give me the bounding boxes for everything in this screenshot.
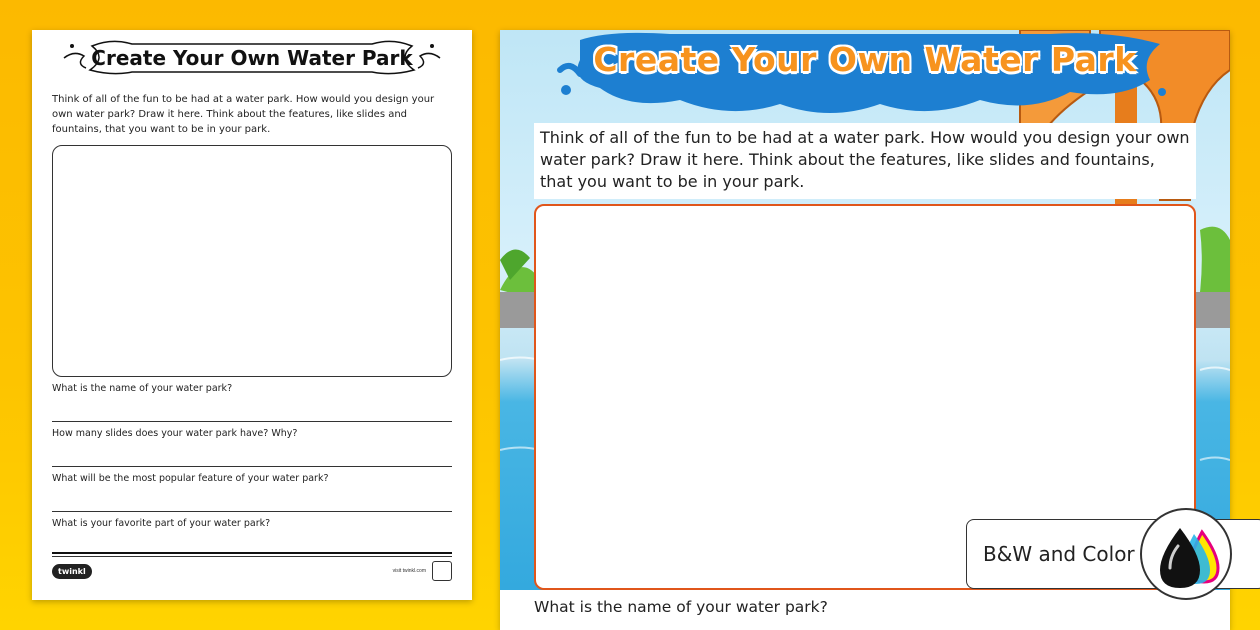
color-title: Create Your Own Water Park [593,40,1137,79]
bw-question: How many slides does your water park have? Why? [52,422,452,467]
quality-badge-icon [432,561,452,581]
bw-drawing-box [52,145,452,377]
color-intro-text: Think of all of the fun to be had at a water park. How would you design your own water park? Draw it here. Think about the features, like slides and fountains, that you want to be in your park. [534,123,1196,199]
bw-question: What is the name of your water park? [52,377,452,422]
color-question: What is the name of your water park? [534,598,828,616]
bw-footer-right [393,561,452,581]
bw-intro-text: Think of all of the fun to be had at a water park. How would you design your own water park? Draw it here. Think about the features, like slides and fountains, that you want to be in your park. [52,94,435,135]
footer-url: visit twinkl.com [392,568,426,574]
bw-question: What is your favorite part of your water park? [52,512,452,557]
bw-question: What will be the most popular feature of your water park? [52,467,452,512]
bw-title: Create Your Own Water Park [91,46,413,70]
twinkl-logo: twinkl [52,564,92,579]
bw-footer [52,552,452,582]
bw-title-banner [52,36,452,80]
badge-label: B&W and Color [983,542,1135,566]
bw-worksheet-preview [32,30,472,600]
ink-drops-icon [1140,508,1232,600]
